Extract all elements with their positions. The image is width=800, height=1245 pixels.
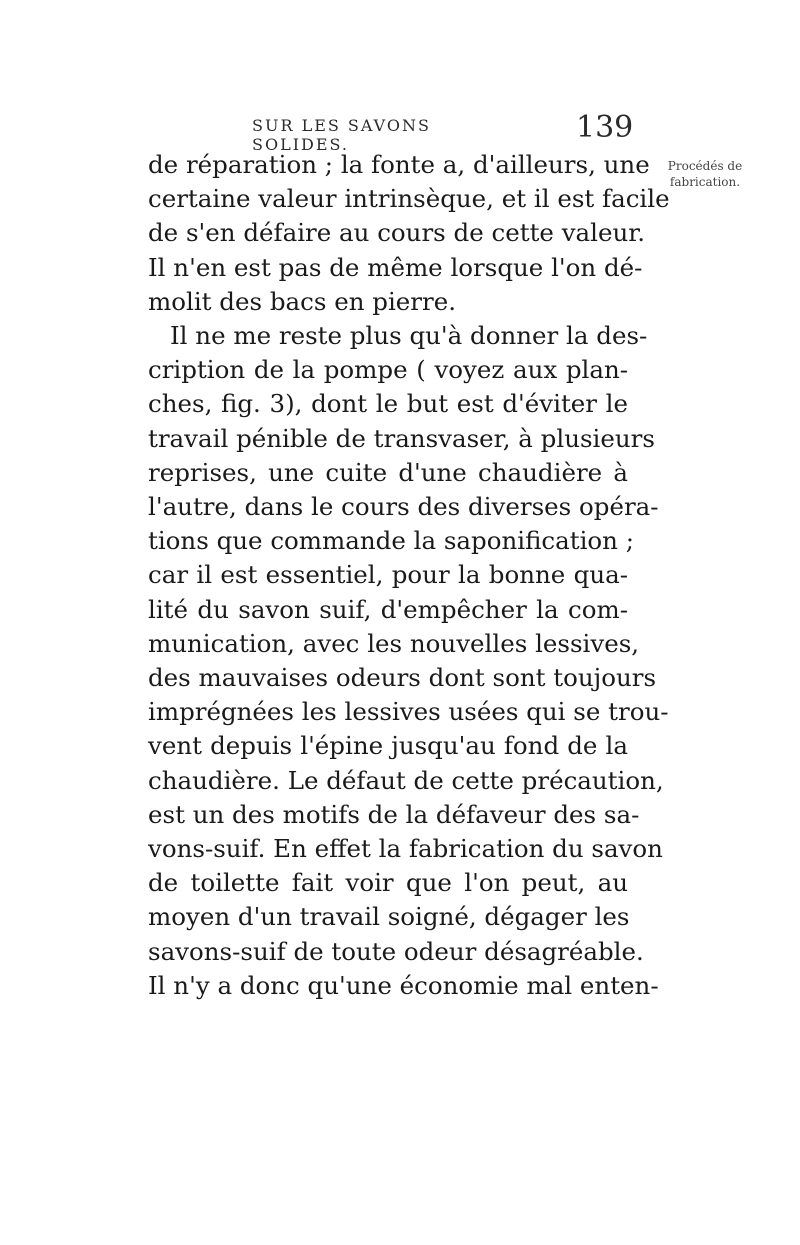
text-line: vent depuis l'épine jusqu'au fond de la <box>148 731 628 761</box>
text-line: travail pénible de transvaser, à plusieurs <box>148 423 655 453</box>
text-line: certaine valeur intrinsèque, et il est facile <box>148 184 670 214</box>
text-line: de réparation ; la fonte a, d'ailleurs, une <box>148 150 650 179</box>
text-line: de toilette fait voir que l'on peut, au <box>148 868 628 898</box>
margin-note-line: Procédés de <box>667 159 743 173</box>
body-text <box>148 148 670 1003</box>
text-line: l'autre, dans le cours des diverses opéra- <box>148 492 659 522</box>
text-line: Il n'en est pas de même lorsque l'on dé- <box>148 252 643 282</box>
text-line: de s'en défaire au cours de cette valeur. <box>148 218 646 248</box>
margin-note-line: fabrication. <box>669 175 741 189</box>
text-line: Il n'y a donc qu'une économie mal enten- <box>148 970 659 1000</box>
text-line: munication, avec les nouvelles lessives, <box>148 628 640 658</box>
text-line: cription de la pompe ( voyez aux plan- <box>148 355 628 385</box>
page-number: 139 <box>576 110 634 145</box>
text-line: des mauvaises odeurs dont sont toujours <box>148 663 657 693</box>
running-head: SUR LES SAVONS SOLIDES. <box>252 116 431 154</box>
text-line: car il est essentiel, pour la bonne qua- <box>148 560 628 590</box>
text-line: tions que commande la saponification ; <box>148 526 634 556</box>
text-line: Il ne me reste plus qu'à donner la des- <box>170 321 648 351</box>
text-line: molit des bacs en pierre. <box>148 286 456 316</box>
text-line: imprégnées les lessives usées qui se trou- <box>148 697 669 727</box>
text-line: moyen d'un travail soigné, dégager les <box>148 902 630 932</box>
text-line: savons-suif de toute odeur désagréable. <box>148 936 644 966</box>
text-line: est un des motifs de la défaveur des sa- <box>148 799 640 829</box>
text-line: vons-suif. En effet la fabrication du savon <box>148 834 663 864</box>
text-line: lité du savon suif, d'empêcher la com- <box>148 594 628 624</box>
text-line: reprises, une cuite d'une chaudière à <box>148 457 628 487</box>
text-line: ches, fig. 3), dont le but est d'éviter le <box>148 389 628 419</box>
text-line: chaudière. Le défaut de cette précaution, <box>148 765 664 795</box>
